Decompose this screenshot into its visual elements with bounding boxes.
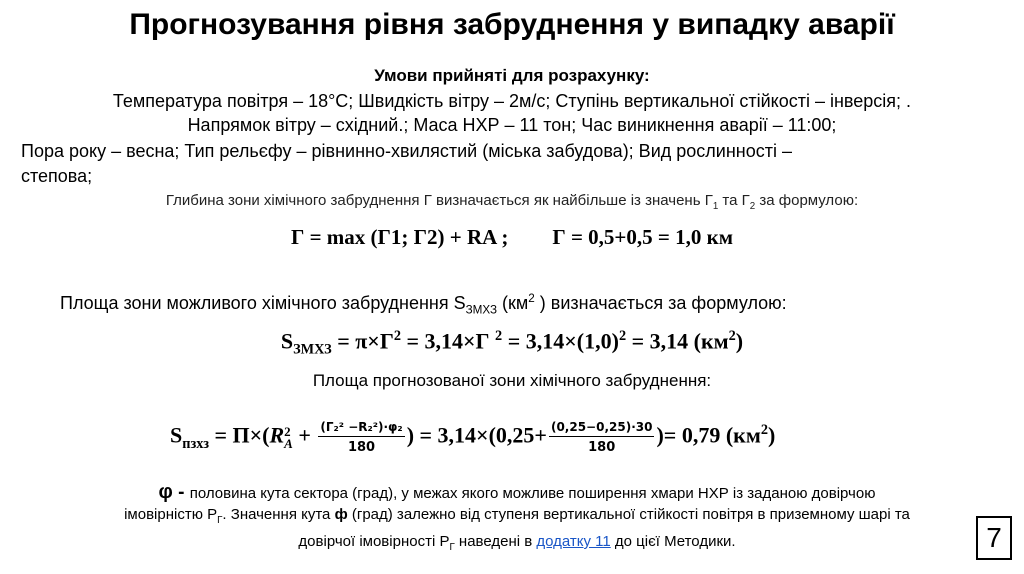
forecast-plus: + [292, 422, 317, 448]
area-f-sup2: 2 [495, 328, 503, 344]
note-text-e: до цієї Методики. [610, 533, 736, 550]
depth-formula-right: Г = 0,5+0,5 = 1,0 км [552, 225, 734, 249]
area-f-sub: ЗМХЗ [293, 341, 332, 358]
forecast-r-a-indices [284, 423, 293, 451]
forecast-r-a-sup: 2 [284, 423, 291, 439]
page-number: 7 [976, 516, 1012, 560]
depth-text-c: за формулою: [755, 192, 859, 209]
area-formula [0, 328, 1024, 359]
forecast-f-d: ) [767, 422, 776, 448]
note-text-a: половина кута сектора (град), у межах якого можливе поширення хмари НХР із заданою довірчою імовірністю Р [124, 485, 876, 523]
forecast-frac1-den: 180 [347, 440, 376, 455]
note-text-b: . Значення кута [222, 506, 335, 523]
page-title: Прогнозування рівня забруднення у випадку аварії [129, 8, 895, 41]
area-f-s: S [280, 328, 294, 354]
note-sub-2: Г [449, 542, 455, 553]
area-text-b: (км [497, 293, 529, 313]
area-f-b: = 3,14×Г [400, 328, 496, 354]
depth-formula-left: Г = max (Г1; Г2) + RA ; [290, 225, 509, 249]
depth-text-b: та Г [718, 192, 750, 209]
forecast-heading: Площа прогнозованої зони хімічного забруднення: [312, 371, 712, 390]
depth-formula [0, 225, 1024, 250]
forecast-fraction-2 [549, 420, 655, 455]
note-phi-2: ф [334, 506, 348, 523]
depth-sub-1: 1 [712, 201, 719, 212]
area-f-e: ) [735, 328, 744, 354]
conditions-line-3: Пора року – весна; Тип рельєфу – рівнинно-хвилястий (міська забудова); Вид рослинності – [21, 141, 792, 161]
area-text-c: ) визначається за формулою: [534, 293, 787, 313]
area-f-d: = 3,14 (км [626, 328, 729, 354]
note-text-c: (град) залежно від ступеня вертикальної стійкості повітря в приземному шарі та довірчої імовірності Р [298, 506, 910, 550]
conditions-line-1: Температура повітря – 18°С; Швидкість вітру – 2м/с; Ступінь вертикальної стійкості – інверсія; . [112, 91, 912, 111]
note-sub-1: Г [217, 515, 223, 526]
area-f-c: = 3,14×(1,0) [502, 328, 619, 354]
forecast-f-sub: пзхз [182, 435, 209, 452]
appendix-link[interactable]: додатку 11 [536, 533, 611, 550]
depth-description [0, 192, 1024, 212]
area-sup: 2 [528, 292, 535, 305]
phi-dash: - [172, 482, 190, 503]
area-f-sup3: 2 [618, 328, 627, 344]
forecast-frac2-den: 180 [588, 440, 616, 455]
forecast-f-a: = П×( [208, 422, 270, 448]
area-f-a: = π×Г [331, 328, 394, 354]
conditions-heading: Умови прийняті для розрахунку: [374, 66, 650, 85]
forecast-f-c: )= 0,79 (км [656, 422, 761, 448]
area-f-sup1: 2 [393, 328, 401, 344]
area-sub: ЗМХЗ [465, 303, 498, 317]
forecast-r-a-sub: A [284, 435, 293, 451]
depth-text-a: Глибина зони хімічного забруднення Г визначається як найбільше із значень Г [165, 192, 713, 209]
note-text-d: наведені в [454, 533, 537, 550]
conditions-line-2: Напрямок вітру – східний.; Маса НХР – 11 тон; Час виникнення аварії – 11:00; [187, 115, 837, 135]
phi-symbol: φ [158, 481, 173, 503]
conditions-line-4: степова; [21, 166, 93, 186]
forecast-f-sup: 2 [760, 422, 768, 439]
forecast-f-b: ) = 3,14×(0,25+ [406, 422, 547, 448]
area-text-a: Площа зони можливого хімічного забруднення S [60, 293, 466, 313]
forecast-formula [170, 420, 775, 470]
forecast-frac1-num: (Г₂² −R₂²)·φ₂ [318, 420, 404, 437]
forecast-f-s: S [170, 422, 183, 448]
area-description [60, 292, 787, 317]
forecast-fraction-1 [318, 420, 404, 455]
phi-note [122, 482, 912, 558]
forecast-frac2-num: (0,25−0,25)·30 [549, 420, 655, 437]
depth-sub-2: 2 [749, 201, 756, 212]
area-f-sup4: 2 [728, 328, 736, 344]
forecast-r-a: R [269, 422, 285, 448]
